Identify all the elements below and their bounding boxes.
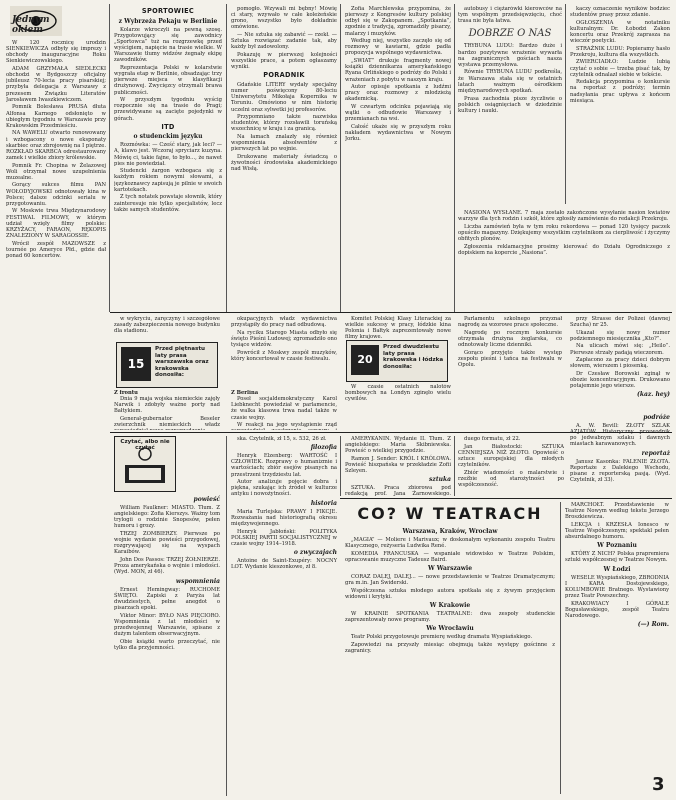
column-1 (6, 40, 106, 312)
z-frontu (114, 390, 220, 430)
nasiona-notice (458, 210, 670, 310)
book-entry: Zbiór wiadomości o malarstwie i rzeźbie od starożytności po współczesność. (458, 469, 564, 488)
czytac-col4 (458, 436, 564, 496)
play-entry: LEKCJA i KRZESŁA Ionesco w Teatrze Współczesnym; spektakl pełen absurdalnego humoru. (565, 521, 669, 541)
paragraph: Poseł socjaldemokratyczny Karol Liebknecht powiedział w parlamencie, że walka klasowa trwa nadal także w czasie wojny. (231, 396, 337, 421)
city-heading: Warszawa, Kraków, Wrocław (402, 528, 498, 535)
book-entry: Jan Białostocki: SZTUKA CENNIEJSZA NIŻ ZŁOTO. Opowieść o sztuce europejskiej dla młodych czytelników. (458, 443, 564, 469)
paragraph: Równie TRYBUNA LUDU podkreśla, że Warszawa stała się w ostatnich latach ważnym ośrodkiem międzynarodowych spotkań. (458, 69, 562, 94)
play-entry: CORAZ DALEJ, DALEJ... — nowe przedstawienie w Teatrze Dramatycznym; gra m.in. Jan Świderski. (345, 574, 555, 587)
news-item: Pomnik Bolesława PRUSA dłuta Alfonsa Karnego odsłonięto w ubiegłym tygodniu w Warszawie przy Krakowskim Przedmieściu. (6, 104, 106, 129)
paragraph: STRAŻNIK LUDU: Popieramy hasło Przekroju, kultura dla wszystkich. (570, 45, 670, 58)
play-entry: MARCHOŁT. Przedstawienie w Teatrze Nowym według tekstu Jerzego Broszkiewicza. (565, 502, 669, 521)
jednym-okiem-logo (10, 6, 62, 36)
paragraph: NASIONA WYSŁANE. 7 maja zostało zakończone wysyłanie nasion kwiatów warzyw dla tych rodzin i szkół, które zgłosiły zamówienie do redakcji Przekroju. (458, 210, 670, 223)
paragraph: ZWIERCIADŁO: Ludzie lubią czytać o sobie — trzeba pisać tak, by czytelnik odnalazł siebie w tekście. (570, 59, 670, 78)
paragraph: W czwartym odcinku pojawiają się wątki o odbudowie Warszawy i przemianach na wsi. (345, 103, 451, 123)
play-entry: KTÓRY Z NICH? Polska prapremiera sztuki współczesnej w Teatrze Nowym. (565, 551, 669, 564)
category-tag: wspomnienia (175, 577, 220, 585)
column-5 (458, 6, 562, 206)
paragraph: Gdańskie LITERY wydały specjalny numer poświęcony 80-leciu Uniwersytetu Mikołaja Kopernika w Toruniu. Omówiono w nim historię uczelni oraz sylwetki jej profesorów. (231, 81, 337, 113)
book-entry: John Dos Passos: TRZEJ ŻOŁNIERZE. Proza amerykańska o wojnie i młodości. (Wyd. MON, zł 46). (114, 557, 220, 576)
column-4 (345, 6, 451, 306)
book-entry: A. W. Bevill: ZŁOTY SZLAK AZJATÓW. Historyczny przewodnik po jedwabnym szlaku i dawnych miastach karawanowych. (570, 423, 670, 448)
paragraph: w wykryciu, zaręczyny i szczegółowe zasady zabezpieczenia nowego budynku dla stadionu. (114, 316, 220, 335)
paragraph: Redakcja przypomina o konkursie na reportaż z podróży; termin nadsyłania prac upływa z końcem miesiąca. (570, 79, 670, 104)
paragraph: Na ulicach mówi się: „Heilo”. Pierwsze strzały padają wieczorem. (570, 343, 670, 356)
news-item: Pomnik Fr. Chopina w Żelazowej Woli otrzymał nowe uzupełnienia muzealne. (6, 162, 106, 181)
paragraph: Całość ukaże się w przyszłym roku nakładem wydawnictwa w Nowym Jorku. (345, 123, 451, 143)
paragraph: W czasie ostatnich nalotów bombowych na Londyn zginęło wielu cywilów. (345, 384, 451, 403)
paragraph: Na ryciku Starego Miasta odbyło się święto Pieśni Ludowej; zgromadziło ono tysiące widzów. (231, 329, 337, 349)
book-entry: Janusz Kasonka: FALENIE ZŁOTA. Reportaże z Dalekiego Wschodu, pisane z reporterską pasją. (Wyd. Czytelnik, zł 33). (570, 458, 670, 484)
calendar-icon: 15 (121, 347, 151, 381)
city-heading: W Krakowie (429, 602, 471, 610)
przed-right (345, 316, 451, 340)
przed-badge (116, 342, 218, 388)
czytac-col5 (570, 412, 670, 496)
book-entry: Autor analizuje pojęcie dobra i piękna, szukając ich źródeł w kulturze antyku i nowożytności. (231, 479, 337, 498)
play-entry: WESELE Wyspiańskiego, ZBRODNIA I KARA Dostojewskiego, KOLUMBOWIE Bratnego. Wystawiony przez Teatr Powszechny. (565, 574, 669, 600)
paragraph: OGŁOSZENIA w notatniku kulturalnym: Dr. Łobodzi Zakon koncertu oraz Przekrój zaprasza na wieczór poetycki. (570, 19, 670, 45)
paragraph: Generał-gubernator Beseler zwierzchnik niemieckich władz (114, 416, 220, 429)
news-item: ADAM GRZYMAŁA SIEDLECKI obchodzi w Bydgoszczy oficjalny jubileusz 70-lecia pracy pisarskiej; przybyła delegacja z Warszawy z prezesem Związku Literatów Jarosławem Iwaszkiewiczem. (6, 66, 106, 103)
czytac-col1 (114, 494, 220, 794)
mid-text (114, 316, 220, 338)
paragraph: Zapłacono za pracy dzieci dobrym słowem, wierszem i piosenką. (570, 357, 670, 370)
play-entry: Teatr Polski przygotowuje premierę według dramatu Wyspiańskiego. (351, 634, 533, 641)
paragraph: Prasa zachodnia pisze życzliwie o polskich osiągnięciach w dziedzinie kultury i nauki. (458, 95, 562, 114)
city-heading: W Łodzi (603, 565, 631, 573)
news-item: W 120 rocznicę urodzin SIENKIEWICZA odbyły się imprezy i obchody inauguracyjne Roku Sienkiewiczowskiego. (6, 40, 106, 65)
book-entry: Henryk Jabłoński: POLITYKA POLSKIEJ PARTII SOCJALISTYCZNEJ w czasie wojny 1914–1918. (231, 528, 337, 547)
paragraph: pomogło. Wzywali mi bębny! Mówię ci stary, wzywało w całe koleżeńskie grono, wszystko było dokładnie omówione. (231, 6, 337, 31)
paragraph: kaczy oznaczenie wyników bodziec studentów prasy przez zdanie. (570, 6, 670, 19)
book-entry: Viktor Minor: BYŁO NAS PIĘCIORO. Wspomnienia z lat młodości w przedwojennej Warszawie, spisane z dużym talentem obserwacyjnym. (114, 612, 220, 637)
teatry-title: CO? W TEATRACH (357, 504, 543, 523)
paragraph: autobusy i ciężarówki kierowców na tym wspólnym przedsięwzięciu, choć trasa nie była łatwa. (458, 6, 562, 25)
book-entry: Ramon J. Sender: KRÓL I KRÓLOWA. Powieść hiszpańska w przekładzie Zofii Szleyen. (345, 455, 451, 475)
czytac-badge (114, 436, 176, 492)
przed-far (570, 316, 670, 408)
play-entry: „MAGIA” — Moliere i Marivaux; w doskonałym wykonaniu zespołu Teatru Klasycznego, reżyseria Ludwika René. (345, 537, 555, 550)
category-tag: reportaż (641, 449, 670, 457)
paragraph: Zgłoszenia reklamacyjne prosimy kierować do Działu Ogrodniczego z dopiskiem na kopercie „Nasiona”. (458, 243, 670, 256)
section-heading: SPORTOWIEC (141, 7, 195, 15)
paragraph: Parlamentu szkolnego przyznał nagrodę za wzorowe prace społeczne. (458, 316, 562, 329)
book-entry: Henryk Elzenberg: WARTOŚĆ I CZŁOWIEK. Rozprawy o humanizmie i wartościach; zbiór esejów pisanych na przestrzeni trzydziestu lat. (231, 453, 337, 478)
czytac-col3 (345, 436, 451, 496)
paragraph: Powrócił z Moskwy zespół muzyków, który koncertował w czasie festiwalu. (231, 349, 337, 362)
column-6 (570, 6, 670, 206)
subsection-heading: Z Berlina (231, 390, 259, 396)
section-heading: PORADNIK (263, 71, 305, 80)
book-entry: Ernest Hemingway: RUCHOME ŚWIĘTO. Zapiski z Paryża lat dwudziestych, pełne anegdot o pisarzach epoki. (114, 586, 220, 611)
play-entry: Zapowiedzi na przyszły miesiąc obejmują także występy gościnne z zagranicy. (345, 641, 555, 655)
przed-right-2 (345, 384, 451, 408)
paragraph: okupacyjnych władz wydawnictwa przystąpiły do pracy nad odbudową. (231, 316, 337, 329)
paragraph: Studencki żargon wzbogaca się z każdym rokiem nowymi słowami, a językoznawcy zapisują je pilnie w swoich kartotekach. (114, 168, 222, 193)
przed-right-badge-text: Przed dwudziestu laty prasa krakowska i łódzka donosiła: (383, 344, 444, 370)
book-entry: William Faulkner: MIASTO. Tłum. Z angielskiego: Zofia Kierszys. Ważny tom trylogii o rodzinie Snopesów, pełen humoru i grozy. (114, 505, 220, 530)
article-subtitle: z Wybrzeża Pekaju w Berlinie (118, 17, 218, 25)
play-entry: W KRAINIE SPOTKANIA TEATRALNE: dwa zespoły studenckie zaprezentowały nowe programy. (345, 611, 555, 624)
paragraph: Przypomniano także nazwiska studentów, którzy rozsławili toruńską wszechnicę w kraju i za granicą. (231, 114, 337, 133)
paragraph: Dr Czesław Borowski zginął w obozie koncentracyjnym. Drukowano potajemnie jego wiersze. (570, 370, 670, 390)
teatry-col-right (565, 502, 669, 780)
logo-text: Jednym okiem (12, 15, 50, 35)
category-tag: historia (310, 499, 337, 507)
paragraph: Nagrodę po rocznym konkursie otrzymała drużyna żeglarska, co odnotowały liczne dzienniki. (458, 329, 562, 349)
news-item: Wrócił zespół MAZOWSZE z tournée po Ameryce Płd., gdzie dał ponad 60 koncertów. (6, 240, 106, 259)
column-2 (114, 6, 222, 306)
paragraph: przy Strasse der Polizei (dawnej Szucha) nr 25. (570, 316, 670, 329)
paragraph: Pokazuję w pierwszej kolejności wszystkie prace, a potem ogłaszamy wyniki. (231, 51, 337, 71)
category-tag: o zwyczajach (293, 548, 337, 556)
section-heading: ITD (161, 122, 175, 131)
category-tag: filozofia (310, 444, 337, 452)
book-entry: Antoine de Saint-Exupéry: NOCNY LOT. Wydanie kieszonkowe, zł 8. (231, 557, 337, 571)
city-heading: We Wrocławiu (426, 625, 474, 633)
paragraph: Reprezentacja Polski w kolarstwie wygrała etap w Berlinie, obsadzając trzy pierwsze miejsca w klasyfikacji drużynowej. Zwycięzcy otrzymali brawa publiczności. (114, 64, 222, 96)
play-entry: KRAKOWIACY I GÓRALE Bogusławskiego, zespół Teatru Narodowego. (565, 600, 669, 619)
book-entry: AMERYKANIN. Wydanie II. Tłum. Z angielskiego: Maria Skibniewska. Powieść o wielkiej przygodzie. (345, 436, 451, 455)
teatry-col-left (345, 526, 555, 794)
city-heading: W Poznaniu (597, 542, 637, 550)
signature: (—) Rom. (637, 621, 669, 629)
paragraph: Rozmówka: — Cześć stary, jak leci? — A, klawo jest. Wczoraj spryciarz kuzyna. Mówię ci, takie fajne, to było..., że nawet pies nie powiedział. (114, 142, 222, 167)
paragraph: Gorąco przyjęto także występ zespołu pieśni i tańca na festiwalu w Opolu. (458, 349, 562, 368)
category-tag: podróże (643, 414, 670, 421)
przed-right-3 (458, 316, 562, 408)
book-entry: Maria Turlejska: PRAWY I FIKCJE. Rozważania nad historiografią okresu międzywojennego. (231, 508, 337, 527)
paragraph: Komitet Polskiej Klasy Literackiej za wielkie sukcesy w pracy, łódzkie kina Polonia i Bałtyk zaprezentowały nowe filmy krajowe. (345, 316, 451, 340)
przed-badge-text: Przed piętnastu laty prasa warszawska oraz krakowska donosiła: (155, 346, 209, 378)
paragraph: W przyszłym tygodniu wyścig rozpocznie się na trasie do Pragi; przewidywane są zacięte pojedynki w górach. (114, 97, 222, 122)
signature: (kaz. hey) (637, 391, 670, 399)
paragraph: Na łamach znalazły się również wspomnienia absolwentów z pierwszych lat po wojnie. (231, 133, 337, 153)
category-tag: sztuka (429, 476, 451, 484)
paragraph: Liczba zamówień była w tym roku rekordowa — ponad 120 tysięcy paczek opuściło magazyny. Dziękujemy wszystkim czytelnikom za cierpliwość i życzymy obfitych plonów. (458, 223, 670, 243)
calendar-icon: 20 (351, 345, 379, 375)
city-heading: W Warszawie (427, 565, 473, 573)
paragraph: Według niej, wszystko zaczęło się od rozmowy w kawiarni, gdzie padła propozycja wspólnego wydawnictwa. (345, 38, 451, 57)
news-item: Gorący sukces filmu PAN WOŁODYJOWSKI odnotowały kina w Polsce; dalsze odcinki serialu w przygotowaniu. (6, 182, 106, 207)
book-entry: ska. Czytelnik, zł 15, s. 532, 26 zł. (237, 436, 327, 442)
paragraph: Drukowane materiały świadczą o żywotności środowiska akademickiego nad Wisłą. (231, 153, 337, 173)
czytac-col2 (231, 436, 337, 796)
news-item: W Moskwie trwa Międzynarodowy FESTIWAL FILMOWY, w którym udział wzięły filmy polskie: KRZYŻACY, FARAON, RĘKOPIS ZNALEZIONY W SARAGOSSIE. (6, 208, 106, 240)
paragraph: Kolarze wkroczyli na pewną szosę. Przygotowujący się zawodnicy „Sportowca” tuż na rozgrzewkę przed wyścigiem, napięcie na trasie wielkie. W Warszawie tłumy widzów żegnały ekipę zawodników. (114, 26, 222, 64)
paragraph: „SWIAT” drukuje fragmenty nowej książki dziennikarza amerykańskiego Ryana Orlińskiego o podróży do Polski i wrażeniach z pobytu w naszym kraju. (345, 58, 451, 83)
page-number: 3 (652, 774, 665, 795)
book-entry: Obie książki warto przeczytać, nie tylko dla przyjemności. (114, 638, 220, 651)
book-entry: TRZEJ ZOMBIERZY. Pierwsze po wojnie wydanie powieści przygodowej, rozgrywającej się na wyspach Karaibów. (114, 531, 220, 556)
handwritten-heading: DOBRZE O NAS (468, 28, 552, 40)
paragraph: Ukazał się nowy numer podziemnego miesięcznika „Kto?”. (570, 329, 670, 342)
news-item: NA WAWELU otwarto renowowany i wzbogacony o nowe eksponaty skarbiec oraz zbrojownię na I piętrze. ROZKŁAD SKARBCA odrestaurowany zamek i wielkie zbiory królewskie. (6, 130, 106, 161)
paragraph: TRYBUNA LUDU: Bardzo duże i bardzo pozytywne wrażenie wywarła na zagranicznych gościach nasza wystawa przemysłowa. (458, 43, 562, 68)
play-entry: Współczesna sztuka młodego autora spotkała się z żywym przyjęciem widowni i krytyki. (345, 587, 555, 600)
column-3 (231, 6, 337, 306)
book-entry: SZTUKA. Praca zbiorowa pod redakcją prof. Jana Żarnowskiego. (345, 485, 451, 496)
paragraph: — Nie sztuka się zabawić — rzekł. — Sztuka rozwiązać zadanie tak, aby każdy był zadowolony. (231, 32, 337, 51)
subsection-heading: Z frontu (114, 390, 138, 396)
przed-right-badge (346, 340, 448, 382)
book-entry: duego formatu, zł 22. (464, 436, 521, 442)
paragraph: Autor opisuje spotkania z ludźmi pracy oraz rozmowy z młodzieżą akademicką. (345, 84, 451, 103)
z-berlina (231, 390, 337, 430)
category-tag: powieść (193, 496, 220, 503)
paragraph: Dnia 9 maja wojska niemieckie zajęły Narwik i zdobyły ważne porty nad Bałtykiem. (114, 396, 220, 415)
article-subtitle: o studenckim języku (133, 133, 203, 141)
paragraph: Zofia Marchlewska przypomina, że pierwszy z Kongresów kultury polskiej odbył się w Zakopanem. „Spotkania”, zgodnie z tradycją, zgromadziły pisarzy, malarzy i muzyków. (345, 6, 451, 37)
czytac-badge-text: Czytać, albo nie czytać (120, 439, 170, 451)
paragraph: W reakcji na jego wystąpienie rząd (237, 422, 337, 429)
play-entry: KOMEDIA FRANCUSKA — wspaniałe widowisko w Teatrze Polskim, opracowanie muzyczne Tadeusz Baird. (345, 550, 555, 563)
paragraph: Z tych notatek powstaje słownik, który zainteresuje nie tylko specjalistów, lecz także samych studentów. (114, 194, 222, 213)
